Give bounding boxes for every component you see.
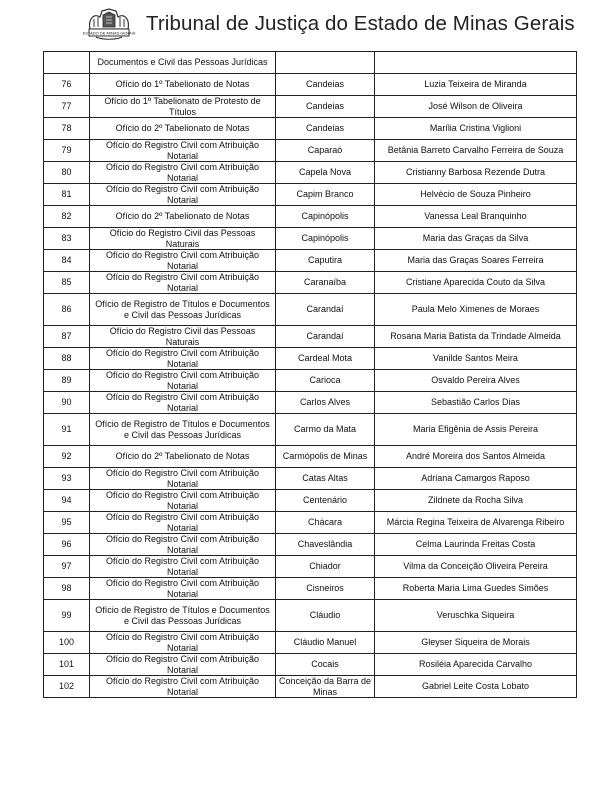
office-cell: Ofício de Registro de Títulos e Documentos e Civil das Pessoas Jurídicas <box>90 600 276 632</box>
city-cell: Candeias <box>276 74 375 96</box>
office-cell: Ofício do 1º Tabelionato de Notas <box>90 74 276 96</box>
office-cell: Ofício do Registro Civil com Atribuição Notarial <box>90 676 276 698</box>
row-number: 85 <box>44 272 90 294</box>
city-cell: Cocais <box>276 654 375 676</box>
name-cell: Roberta Maria Lima Guedes Simões <box>375 578 577 600</box>
office-cell: Ofício do Registro Civil com Atribuição Notarial <box>90 370 276 392</box>
city-cell: Capinópolis <box>276 206 375 228</box>
registry-table <box>43 51 577 698</box>
name-cell: Gabriel Leite Costa Lobato <box>375 676 577 698</box>
table-row <box>44 140 577 162</box>
office-cell: Ofício do 2º Tabelionato de Notas <box>90 118 276 140</box>
row-number: 88 <box>44 348 90 370</box>
office-cell: Ofício do Registro Civil com Atribuição Notarial <box>90 632 276 654</box>
row-number: 101 <box>44 654 90 676</box>
table-row <box>44 294 577 326</box>
table-row <box>44 118 577 140</box>
table-row <box>44 632 577 654</box>
name-cell: Helvécio de Souza Pinheiro <box>375 184 577 206</box>
office-cell: Ofício do Registro Civil com Atribuição Notarial <box>90 490 276 512</box>
row-number: 79 <box>44 140 90 162</box>
city-cell: Carmópolis de Minas <box>276 446 375 468</box>
city-cell: Capinópolis <box>276 228 375 250</box>
office-cell: Ofício do Registro Civil com Atribuição Notarial <box>90 512 276 534</box>
name-cell: Rosana Maria Batista da Trindade Almeida <box>375 326 577 348</box>
name-cell: Betânia Barreto Carvalho Ferreira de Souza <box>375 140 577 162</box>
name-cell: Gleyser Siqueira de Morais <box>375 632 577 654</box>
row-number: 90 <box>44 392 90 414</box>
table-row <box>44 370 577 392</box>
row-number: 84 <box>44 250 90 272</box>
page-header <box>82 6 575 42</box>
office-cell: Ofício do Registro Civil com Atribuição Notarial <box>90 162 276 184</box>
name-cell: Luzia Teixeira de Miranda <box>375 74 577 96</box>
row-number: 76 <box>44 74 90 96</box>
name-cell: Sebastião Carlos Dias <box>375 392 577 414</box>
city-cell: Capim Branco <box>276 184 375 206</box>
city-cell: Conceição da Barra de Minas <box>276 676 375 698</box>
row-number: 80 <box>44 162 90 184</box>
office-cell: Ofício do Registro Civil com Atribuição Notarial <box>90 556 276 578</box>
city-cell: Chiador <box>276 556 375 578</box>
city-cell: Centenário <box>276 490 375 512</box>
row-number: 78 <box>44 118 90 140</box>
name-cell: Adriana Camargos Raposo <box>375 468 577 490</box>
row-number: 102 <box>44 676 90 698</box>
name-cell: Veruschka Siqueira <box>375 600 577 632</box>
row-number: 93 <box>44 468 90 490</box>
city-cell: Catas Altas <box>276 468 375 490</box>
name-cell: Márcia Regina Teixeira de Alvarenga Ribeiro <box>375 512 577 534</box>
row-number: 95 <box>44 512 90 534</box>
row-number <box>44 52 90 74</box>
name-cell: André Moreira dos Santos Almeida <box>375 446 577 468</box>
office-cell: Ofício do Registro Civil com Atribuição Notarial <box>90 272 276 294</box>
page-title: Tribunal de Justiça do Estado de Minas Gerais <box>146 12 575 35</box>
office-cell: Documentos e Civil das Pessoas Jurídicas <box>90 52 276 74</box>
name-cell: Maria das Graças Soares Ferreira <box>375 250 577 272</box>
name-cell: Vanessa Leal Branquinho <box>375 206 577 228</box>
table-row <box>44 512 577 534</box>
name-cell <box>375 52 577 74</box>
table-row <box>44 600 577 632</box>
table-row <box>44 96 577 118</box>
office-cell: Ofício do Registro Civil das Pessoas Naturais <box>90 228 276 250</box>
registry-table-body <box>44 52 577 698</box>
row-number: 87 <box>44 326 90 348</box>
city-cell: Cláudio <box>276 600 375 632</box>
city-cell: Cardeal Mota <box>276 348 375 370</box>
city-cell: Chácara <box>276 512 375 534</box>
name-cell: Maria das Graças da Silva <box>375 228 577 250</box>
city-cell: Caputira <box>276 250 375 272</box>
office-cell: Ofício do Registro Civil com Atribuição Notarial <box>90 578 276 600</box>
name-cell: José Wilson de Oliveira <box>375 96 577 118</box>
table-row <box>44 52 577 74</box>
city-cell: Capela Nova <box>276 162 375 184</box>
name-cell: Paula Melo Ximenes de Moraes <box>375 294 577 326</box>
city-cell: Candeias <box>276 96 375 118</box>
table-row <box>44 446 577 468</box>
office-cell: Ofício de Registro de Títulos e Documentos e Civil das Pessoas Jurídicas <box>90 414 276 446</box>
table-row <box>44 348 577 370</box>
row-number: 92 <box>44 446 90 468</box>
name-cell: Vanilde Santos Meira <box>375 348 577 370</box>
row-number: 94 <box>44 490 90 512</box>
table-row <box>44 578 577 600</box>
table-row <box>44 74 577 96</box>
city-cell: Cisneiros <box>276 578 375 600</box>
name-cell: Celma Laurinda Freitas Costa <box>375 534 577 556</box>
office-cell: Ofício de Registro de Títulos e Documentos e Civil das Pessoas Jurídicas <box>90 294 276 326</box>
office-cell: Ofício do Registro Civil com Atribuição Notarial <box>90 468 276 490</box>
city-cell: Carandaí <box>276 326 375 348</box>
name-cell: Vilma da Conceição Oliveira Pereira <box>375 556 577 578</box>
row-number: 97 <box>44 556 90 578</box>
office-cell: Ofício do Registro Civil com Atribuição Notarial <box>90 140 276 162</box>
table-row <box>44 490 577 512</box>
name-cell: Cristiane Aparecida Couto da Silva <box>375 272 577 294</box>
table-row <box>44 534 577 556</box>
table-row <box>44 162 577 184</box>
name-cell: Osvaldo Pereira Alves <box>375 370 577 392</box>
city-cell: Cláudio Manuel <box>276 632 375 654</box>
svg-text:ESTADO DE MINAS GERAIS: ESTADO DE MINAS GERAIS <box>82 30 136 36</box>
city-cell: Candeias <box>276 118 375 140</box>
row-number: 77 <box>44 96 90 118</box>
office-cell: Ofício do Registro Civil com Atribuição Notarial <box>90 348 276 370</box>
row-number: 98 <box>44 578 90 600</box>
row-number: 91 <box>44 414 90 446</box>
name-cell: Cristianny Barbosa Rezende Dutra <box>375 162 577 184</box>
row-number: 100 <box>44 632 90 654</box>
city-cell: Carlos Alves <box>276 392 375 414</box>
table-row <box>44 228 577 250</box>
table-row <box>44 654 577 676</box>
row-number: 89 <box>44 370 90 392</box>
table-row <box>44 184 577 206</box>
office-cell: Ofício do 2º Tabelionato de Notas <box>90 446 276 468</box>
name-cell: Rosiléia Aparecida Carvalho <box>375 654 577 676</box>
city-cell <box>276 52 375 74</box>
city-cell: Chaveslândia <box>276 534 375 556</box>
table-row <box>44 206 577 228</box>
table-row <box>44 468 577 490</box>
row-number: 99 <box>44 600 90 632</box>
office-cell: Ofício do Registro Civil das Pessoas Naturais <box>90 326 276 348</box>
name-cell: Zildnete da Rocha Silva <box>375 490 577 512</box>
city-cell: Caranaíba <box>276 272 375 294</box>
table-row <box>44 326 577 348</box>
row-number: 82 <box>44 206 90 228</box>
row-number: 81 <box>44 184 90 206</box>
coat-of-arms-icon <box>82 7 136 41</box>
office-cell: Ofício do Registro Civil com Atribuição Notarial <box>90 534 276 556</box>
office-cell: Ofício do 2º Tabelionato de Notas <box>90 206 276 228</box>
table-row <box>44 414 577 446</box>
name-cell: Maria Efigênia de Assis Pereira <box>375 414 577 446</box>
office-cell: Ofício do Registro Civil com Atribuição Notarial <box>90 250 276 272</box>
city-cell: Carandaí <box>276 294 375 326</box>
city-cell: Caparaó <box>276 140 375 162</box>
table-row <box>44 556 577 578</box>
name-cell: Marília Cristina Viglioni <box>375 118 577 140</box>
table-row <box>44 250 577 272</box>
row-number: 96 <box>44 534 90 556</box>
office-cell: Ofício do Registro Civil com Atribuição Notarial <box>90 184 276 206</box>
office-cell: Ofício do Registro Civil com Atribuição Notarial <box>90 392 276 414</box>
table-row <box>44 676 577 698</box>
office-cell: Ofício do 1º Tabelionato de Protesto de Títulos <box>90 96 276 118</box>
table-row <box>44 272 577 294</box>
row-number: 86 <box>44 294 90 326</box>
city-cell: Carioca <box>276 370 375 392</box>
office-cell: Ofício do Registro Civil com Atribuição Notarial <box>90 654 276 676</box>
row-number: 83 <box>44 228 90 250</box>
table-row <box>44 392 577 414</box>
city-cell: Carmo da Mata <box>276 414 375 446</box>
